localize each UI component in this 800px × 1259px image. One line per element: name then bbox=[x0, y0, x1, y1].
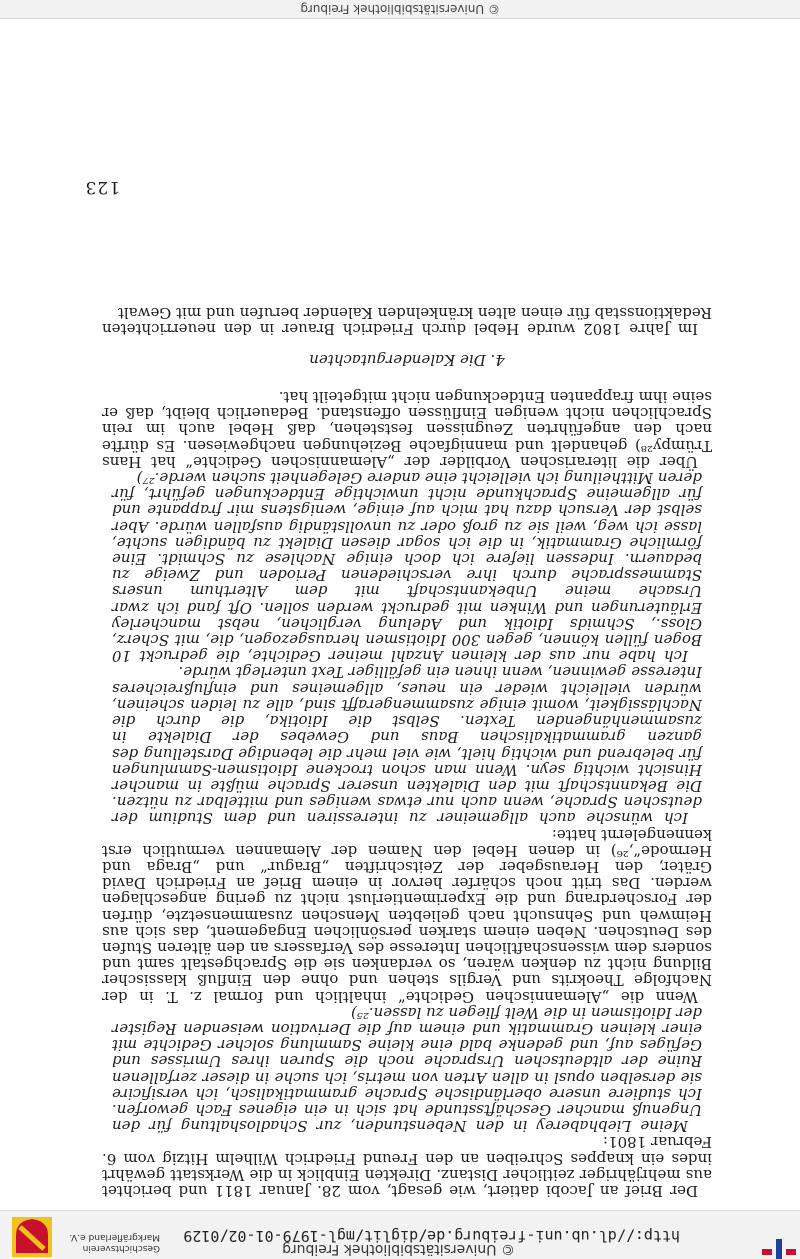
paragraph: Im Jahre 1802 wurde Hebel durch Friedrich Brauer in den neuerrichteten Redaktionsstab für einen alten kränkelnden Kalender berufen und mit Gewalt bbox=[102, 303, 712, 338]
viewer-footer bbox=[0, 0, 800, 19]
quotation: Meine Liebhaberey in den Nebenstunden, zur Schadloshaltung für den Ungenuß mancher Geschäftsstunde hat sich in ein eigenes Fach geworfen. Ich studiere unsere oberländische Sprache grammatikalisch, ich versificire sie derselben opusl in allen Arten von metris, ich suche in dieser zerfallenen Ruine der altdeutschen Ursprache noch die Spuren ihres Umrisses und Gefüges auf, und gedenke bald eine kleine Sammlung solcher Gedichte mit einer kleinen Grammatik und einem auf die Derivation weisenden Register der Idiotismen in die Welt fliegen zu lassen.²⁵) bbox=[112, 1003, 702, 1136]
coat-of-arms-icon bbox=[12, 1217, 52, 1257]
paragraph: Über die literarischen Vorbilder der „Alemannischen Gedichte“ hat Hans Trümpy²⁸) gehandelt und mannigfache Beziehungen nachgewiesen. Es dürfte nach den angeführten Zeugnissen feststehen, daß Hebel auch im rein Sprachlichen nicht wenigen Einflüssen offenstand. Bedauerlich bleibt, daß er seine ihm frappanten Entdeckungen nicht mitgeteilt hat. bbox=[102, 388, 712, 471]
paragraph: Wenn die „Alemannischen Gedichte“ inhaltlich und formal z. T. in der Nachfolge Theokrits und Vergils stehen und ohne den Einfluß klassischer Bildung nicht zu denken wären, so verdanken sie die Sprachgestalt samt und sonders dem wissenschaftlichen Interesse des Verfassers an den älteren Stufen des Deutschen. Neben einem starken persönlichen Engagement, das sich aus Heimweh und Sehnsucht nach geliebten Menschen zusammensetzte, dürfen der Forscherdrang und die Experimentierlust nicht zu gering angeschlagen werden. Das tritt noch schärfer hervor in einem Brief an Friedrich David Gräter, den Herausgeber der Zeitschriften „Bragur“ und „Braga und Hermode“,²⁶) in denen Hebel den Namen der Alemannen vermutlich erst kennengelernt hatte: bbox=[102, 825, 712, 1006]
quotation: Ich habe nur aus der kleinen Anzahl meiner Gedichte, die gedruckt 10 Bogen füllen können, gegen 300 Idiotismen herausgezogen, die, mit Scherz, Gloss., Schmids Idiotik und Adelung verglichen, nebst mancherley Erläuterungen und Winken mit gedruckt werden sollen. Oft fand ich zwar Ursache meine Unbekanntschaft mit dem Alterthum unsers Stammessprache durch ihre verschiedenen Perioden und Zweige zu bedauern. Indessen liefere ich doch einige Nachlese zu Schmidt. Eine förmliche Grammatik, in die ich sogar diesen Dialekt zu bändigen suchte, lasse ich weg, weil sie zu groß oder zu unvollständig ausfallen würde. Aber selbst der Versuch dazu hat mich auf einige, wenigstens mir frappante und für allgemeine Sprachkunde nicht unwichtige Entdeckungen geführt, für deren Mittheilung ich vielleicht eine andere Gelegenheit suchen werde.²⁷) bbox=[112, 469, 702, 666]
page-body bbox=[102, 304, 712, 1199]
footer-copyright: © Universitätsbibliothek Freiburg bbox=[300, 2, 500, 16]
section-heading: 4. Die Kalendergutachten bbox=[309, 350, 505, 369]
document-url[interactable]: http://dl.ub.uni-freiburg.de/diglit/mgl-1979-01-02/0129 bbox=[183, 1227, 680, 1245]
quotation: Ich wünsche auch allgemeiner zu interessiren und dem Studium der deutschen Sprache, wenn auch nur etwas weniges und mittelbar zu nützen. Die Bekanntschaft mit den Dialekten unserer Sprache müßte in mancher Hinsicht wichtig seyn. Wenn man schon trockene Idiotismen-Sammlungen für belebrend und wichtig hielt, wie viel mehr die lebendige Darstellung des ganzen grammatikalischen Baus und Gewebes der Dialekte in zusammenhängenden Texten. Selbst die Idiotika, die durch die Nachlässigkeit, womit einige zusammengerafft sind, alle zu leiden scheinen, würden vielleicht wieder ein neues, allgemeines und einflußreicheres Interesse gewinnen, wenn ihnen ein gefälliger Text unterlegt würde. bbox=[112, 663, 702, 828]
page-number: 123 bbox=[84, 177, 120, 197]
society-name: Geschichtsverein Markgräflerland e.V. bbox=[69, 1232, 160, 1253]
viewer-header bbox=[0, 1210, 800, 1259]
paragraph: Der Brief an Jacobi datiert, wie gesagt, vom 28. Januar 1811 und berichtet aus mehrjähriger zeitlicher Distanz. Direkten Einblick in die Werkstatt gewährt indes ein knappes Schreiben an den Freund Friedrich Wilhelm Hitzig vom 6. Februar 1801: bbox=[102, 1133, 712, 1200]
copyright-notice: © Universitätsbibliothek Freiburg bbox=[282, 1241, 515, 1257]
sidebar-toggle-icon[interactable] bbox=[760, 1211, 800, 1259]
